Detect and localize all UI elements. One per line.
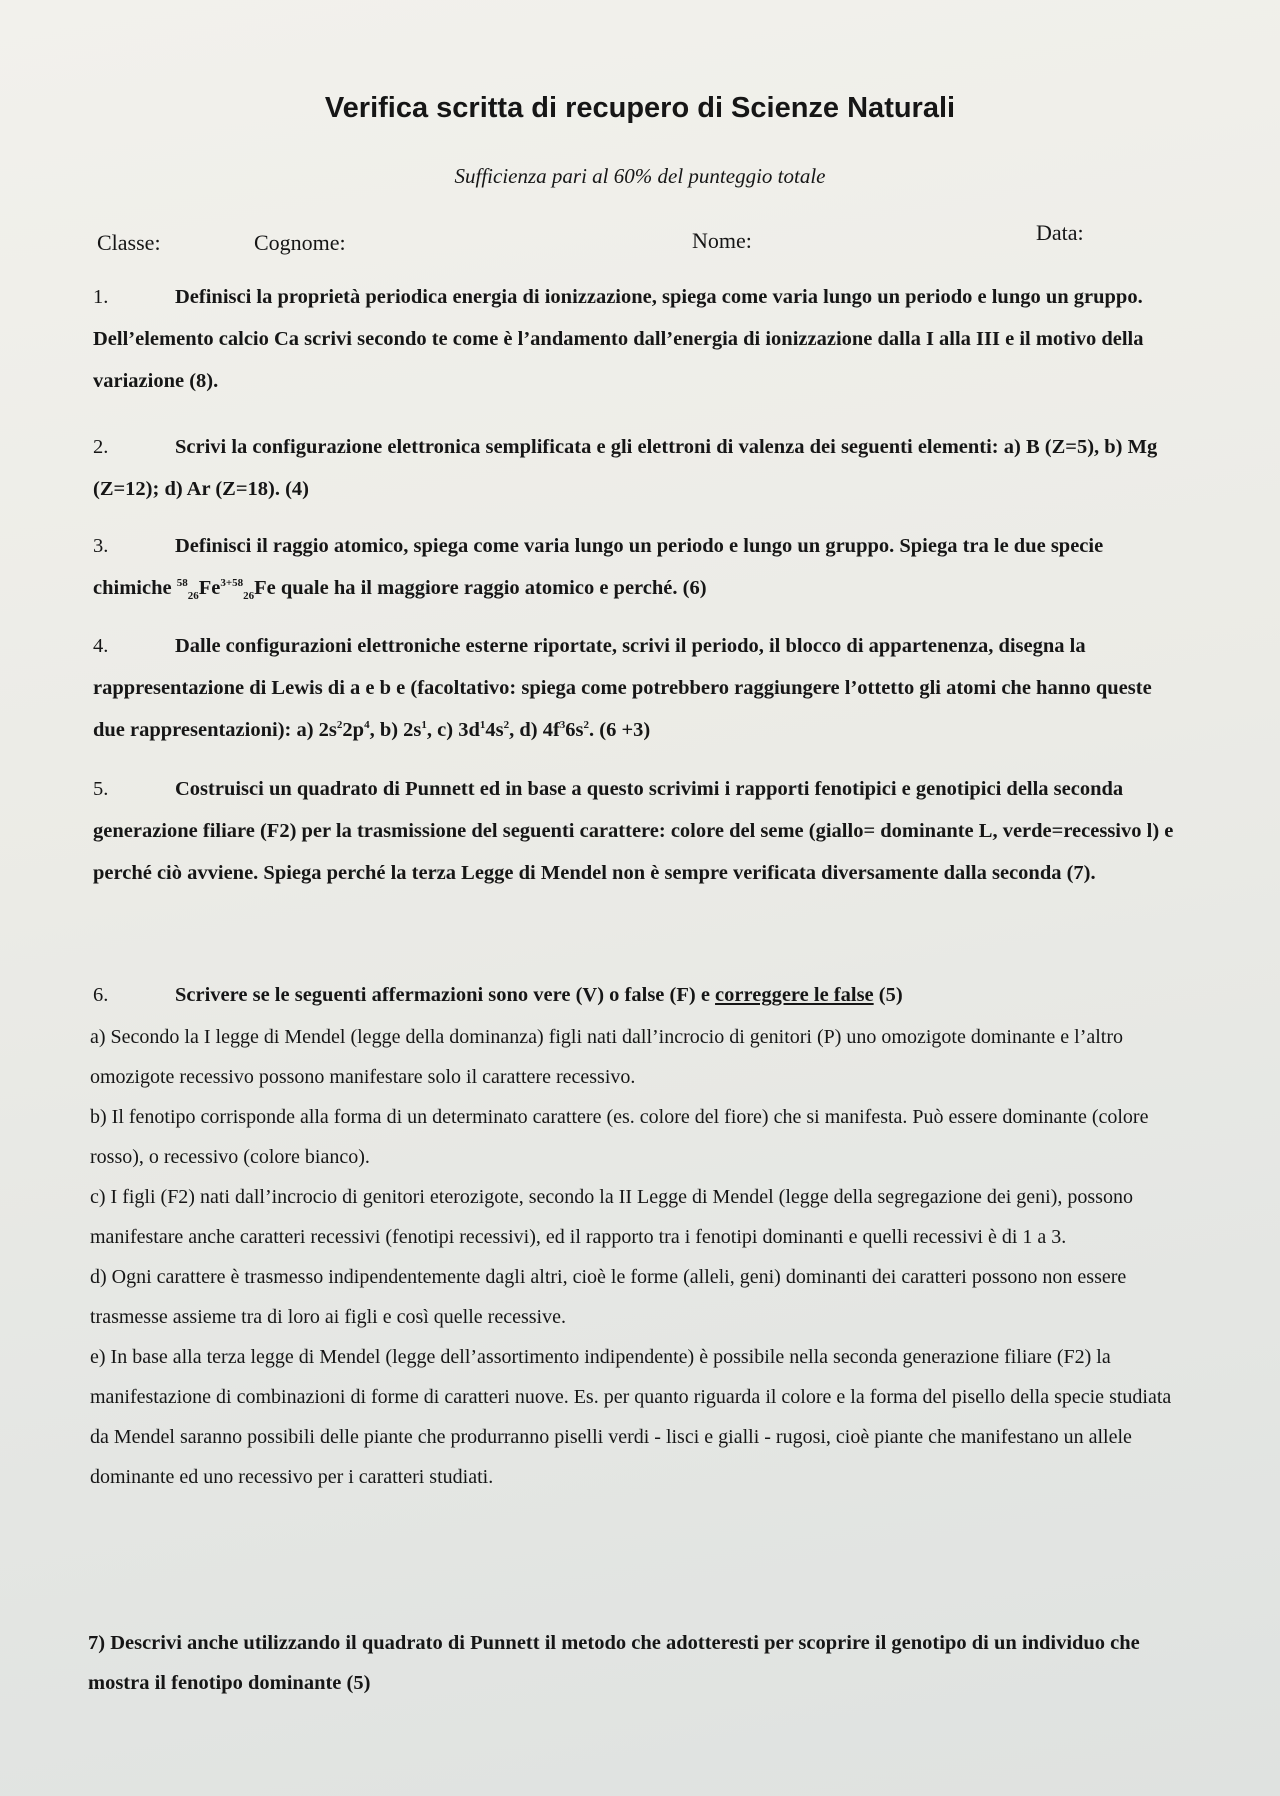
question-text: Costruisci un quadrato di Punnett ed in base a questo scrivimi i rapporti fenotipici e genotipici della seconda generazione filiare (F2) per la trasmissione del seguenti carattere: colore del seme (giallo= dominante L, verde=recessivo l) e perché ciò avviene. Spiega perché la terza Legge di Mendel non è sempre verificata diversamente dalla seconda (7). [93, 778, 1174, 884]
page-title: Verifica scritta di recupero di Scienze Naturali [324, 92, 956, 124]
question-2 [93, 426, 1183, 510]
question-text-end: Fe quale ha il maggiore raggio atomico e perché. (6) [254, 577, 707, 599]
points: . (6 +3) [589, 719, 651, 741]
exponent: 2 [336, 719, 343, 732]
exponent: 1 [479, 719, 486, 732]
config-a: a) 2s [296, 719, 337, 741]
question-text: Definisci la proprietà periodica energia di ionizzazione, spiega come varia lungo un periodo e lungo un gruppo. Dell’elemento calcio Ca scrivi secondo te come è l’andamento dall’energia di ionizzazione dalla I alla III e il motivo della variazione (8). [93, 286, 1144, 392]
orbital: 2p [342, 719, 365, 741]
isotope-number: 26 [187, 590, 199, 603]
statement-b: b) Il fenotipo corrisponde alla forma di un determinato carattere (es. colore del fiore) che si manifesta. Può essere dominante (colore rosso), o recessivo (colore bianco). [90, 1106, 1149, 1168]
underlined-text: correggere le false [715, 984, 874, 1006]
config-d: , d) 4f [509, 719, 560, 741]
question-6 [93, 974, 1183, 1016]
question-number: 1. [93, 286, 109, 308]
question-number: 4. [93, 635, 109, 657]
field-classe: Classe: [97, 230, 161, 255]
question-text: Definisci il raggio atomico, spiega come varia lungo un periodo e lungo un gruppo. Spiega tra le due specie chimiche [93, 535, 1104, 599]
question-5 [93, 768, 1183, 894]
statements-list [90, 1017, 1190, 1497]
ion-charge: 3+ [220, 577, 233, 590]
isotope-mass-2: 58 [232, 577, 244, 590]
orbital: 4s [485, 719, 504, 741]
question-text: Scrivi la configurazione elettronica semplificata e gli elettroni di valenza dei seguenti elementi: a) B (Z=5), b) Mg (Z=12); d) Ar (Z=18). (4) [93, 436, 1158, 500]
question-7: 7) Descrivi anche utilizzando il quadrato di Punnett il metodo che adotteresti per scoprire il genotipo di un individuo che mostra il fenotipo dominante (5) [88, 1632, 1140, 1694]
exponent: 1 [421, 719, 427, 732]
statement-d: d) Ogni carattere è trasmesso indipendentemente dagli altri, cioè le forme (alleli, geni) dominanti dei caratteri possono non essere trasmesse assieme tra di loro ai figli e così quelle recessive. [90, 1266, 1127, 1328]
exponent: 4 [364, 719, 370, 732]
field-data: Data: [1036, 220, 1084, 245]
exponent: 2 [503, 719, 510, 732]
question-number: 6. [93, 984, 109, 1006]
question-1 [93, 276, 1183, 402]
config-b: , b) 2s [369, 719, 422, 741]
isotope-number-2: 26 [243, 590, 255, 603]
exponent: 2 [583, 719, 590, 732]
orbital: 6s [565, 719, 584, 741]
statement-e: e) In base alla terza legge di Mendel (legge dell’assortimento indipendente) è possibile nella seconda generazione filiare (F2) la manifestazione di combinazioni di forme di caratteri nuove. Es. per quanto riguarda il colore e la forma del pisello della specie studiata da Mendel saranno possibili delle piante che produrranno piselli verdi - lisci e gialli - rugosi, cioè piante che manifestano un allele dominante ed uno recessivo per i caratteri studiati. [90, 1346, 1172, 1488]
field-nome: Nome: [692, 228, 752, 253]
question-number: 5. [93, 778, 109, 800]
question-3 [93, 525, 1183, 609]
points: (5) [873, 984, 903, 1006]
statement-c: c) I figli (F2) nati dall’incrocio di genitori eterozigote, secondo la II Legge di Mendel (legge della segregazione dei geni), possono manifestare anche caratteri recessivi (fenotipi recessivi), ed il rapporto tra i fenotipi dominanti e quelli recessivi è di 1 a 3. [90, 1186, 1133, 1248]
isotope-mass: 58 [176, 577, 188, 590]
question-number: 2. [93, 436, 109, 458]
page-subtitle: Sufficienza pari al 60% del punteggio totale [454, 164, 826, 188]
chemical-symbol: Fe [198, 577, 221, 599]
question-4 [93, 625, 1183, 751]
exponent: 3 [559, 719, 566, 732]
statement-a: a) Secondo la I legge di Mendel (legge della dominanza) figli nati dall’incrocio di genitori (P) uno omozigote dominante e l’altro omozigote recessivo possono manifestare solo il carattere recessivo. [90, 1026, 1124, 1088]
config-c: , c) 3d [426, 719, 480, 741]
question-text: Dalle configurazioni elettroniche esterne riportate, scrivi il periodo, il blocco di appartenenza, disegna la rappresentazione di Lewis di a e b e (facoltativo: spiega come potrebbero raggiungere l’ottetto gli atomi che hanno queste due rappresentazioni): [93, 635, 1152, 741]
question-number: 3. [93, 535, 109, 557]
question-text: Scrivere se le seguenti affermazioni sono vere (V) o false (F) e [175, 984, 716, 1006]
field-cognome: Cognome: [254, 230, 346, 255]
